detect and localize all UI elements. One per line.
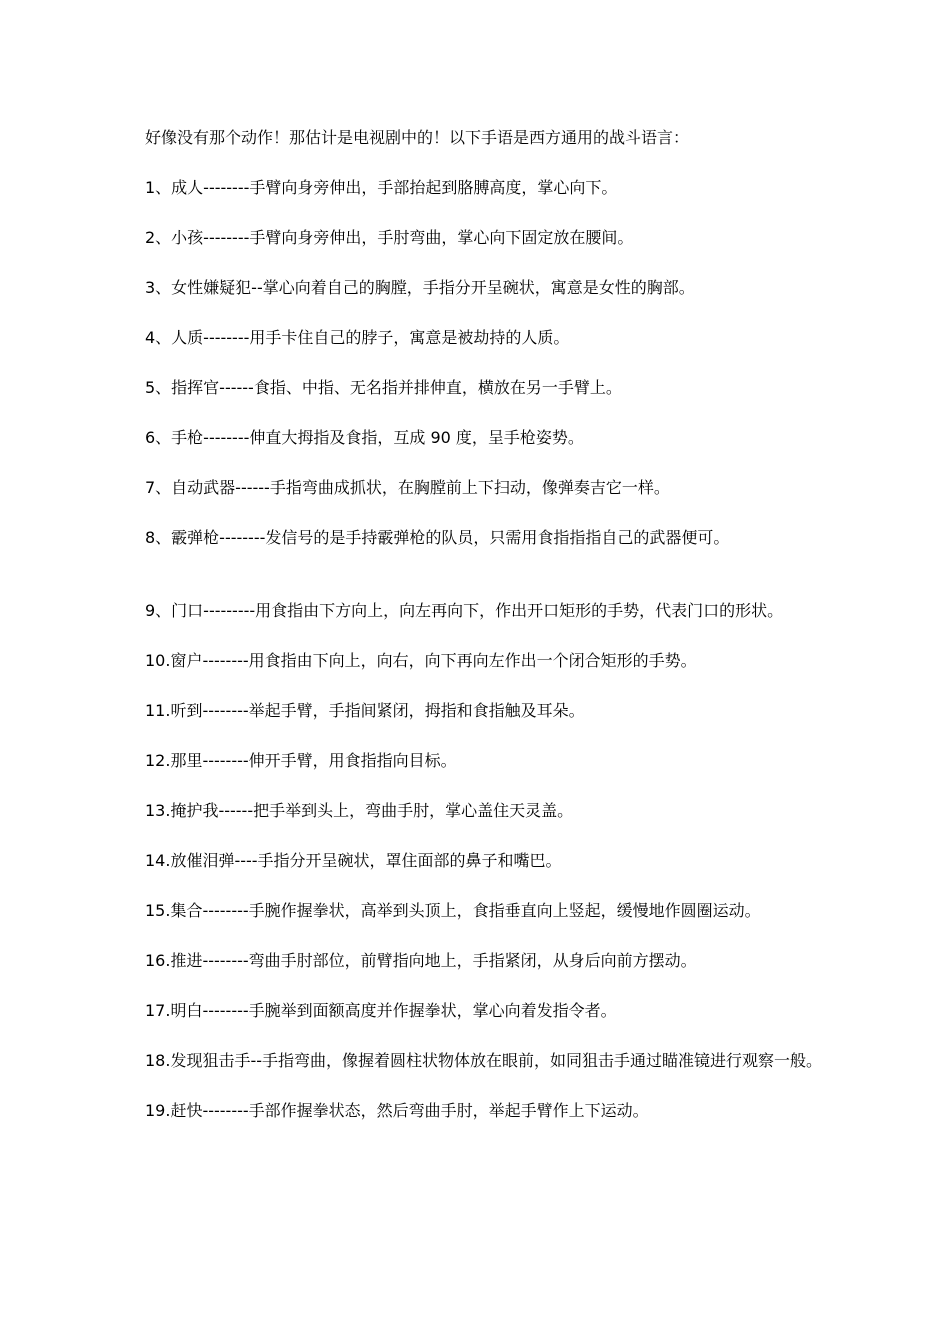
- list-item: 10.窗户--------用食指由下向上，向右，向下再向左作出一个闭合矩形的手势。: [145, 651, 697, 670]
- list-item: 6、手枪--------伸直大拇指及食指，互成 90 度，呈手枪姿势。: [145, 428, 584, 447]
- list-item: 11.听到--------举起手臂，手指间紧闭，拇指和食指触及耳朵。: [145, 701, 585, 720]
- list-item: 19.赶快--------手部作握拳状态，然后弯曲手肘，举起手臂作上下运动。: [145, 1101, 649, 1120]
- list-item: 4、人质--------用手卡住自己的脖子，寓意是被劫持的人质。: [145, 328, 570, 347]
- list-item: 5、指挥官------食指、中指、无名指并排伸直，横放在另一手臂上。: [145, 378, 622, 397]
- list-item: 2、小孩--------手臂向身旁伸出，手肘弯曲，掌心向下固定放在腰间。: [145, 228, 634, 247]
- list-item: 3、女性嫌疑犯--掌心向着自己的胸膛，手指分开呈碗状，寓意是女性的胸部。: [145, 278, 695, 297]
- list-item: 16.推进--------弯曲手肘部位，前臂指向地上，手指紧闭，从身后向前方摆动。: [145, 951, 697, 970]
- list-item: 12.那里--------伸开手臂，用食指指向目标。: [145, 751, 457, 770]
- intro-paragraph: 好像没有那个动作！那估计是电视剧中的！以下手语是西方通用的战斗语言：: [145, 128, 690, 147]
- list-item: 8、霰弹枪--------发信号的是手持霰弹枪的队员，只需用食指指指自己的武器便可。: [145, 528, 730, 547]
- list-item: 9、门口---------用食指由下方向上，向左再向下，作出开口矩形的手势，代表门口的形状。: [145, 601, 784, 620]
- document-body: [145, 126, 825, 1149]
- list-item: 14.放催泪弹----手指分开呈碗状，罩住面部的鼻子和嘴巴。: [145, 851, 562, 870]
- list-item: 1、成人--------手臂向身旁伸出，手部抬起到胳膊高度，掌心向下。: [145, 178, 618, 197]
- list-item: 13.掩护我------把手举到头上，弯曲手肘，掌心盖住天灵盖。: [145, 801, 574, 820]
- list-item: 7、自动武器------手指弯曲成抓状，在胸膛前上下扫动，像弹奏吉它一样。: [145, 478, 670, 497]
- list-item: 15.集合--------手腕作握拳状，高举到头顶上，食指垂直向上竖起，缓慢地作圆圈运动。: [145, 901, 761, 920]
- list-item: 17.明白--------手腕举到面额高度并作握拳状，掌心向着发指令者。: [145, 1001, 617, 1020]
- list-item: 18.发现狙击手--手指弯曲，像握着圆柱状物体放在眼前，如同狙击手通过瞄准镜进行观察一般。: [145, 1051, 822, 1070]
